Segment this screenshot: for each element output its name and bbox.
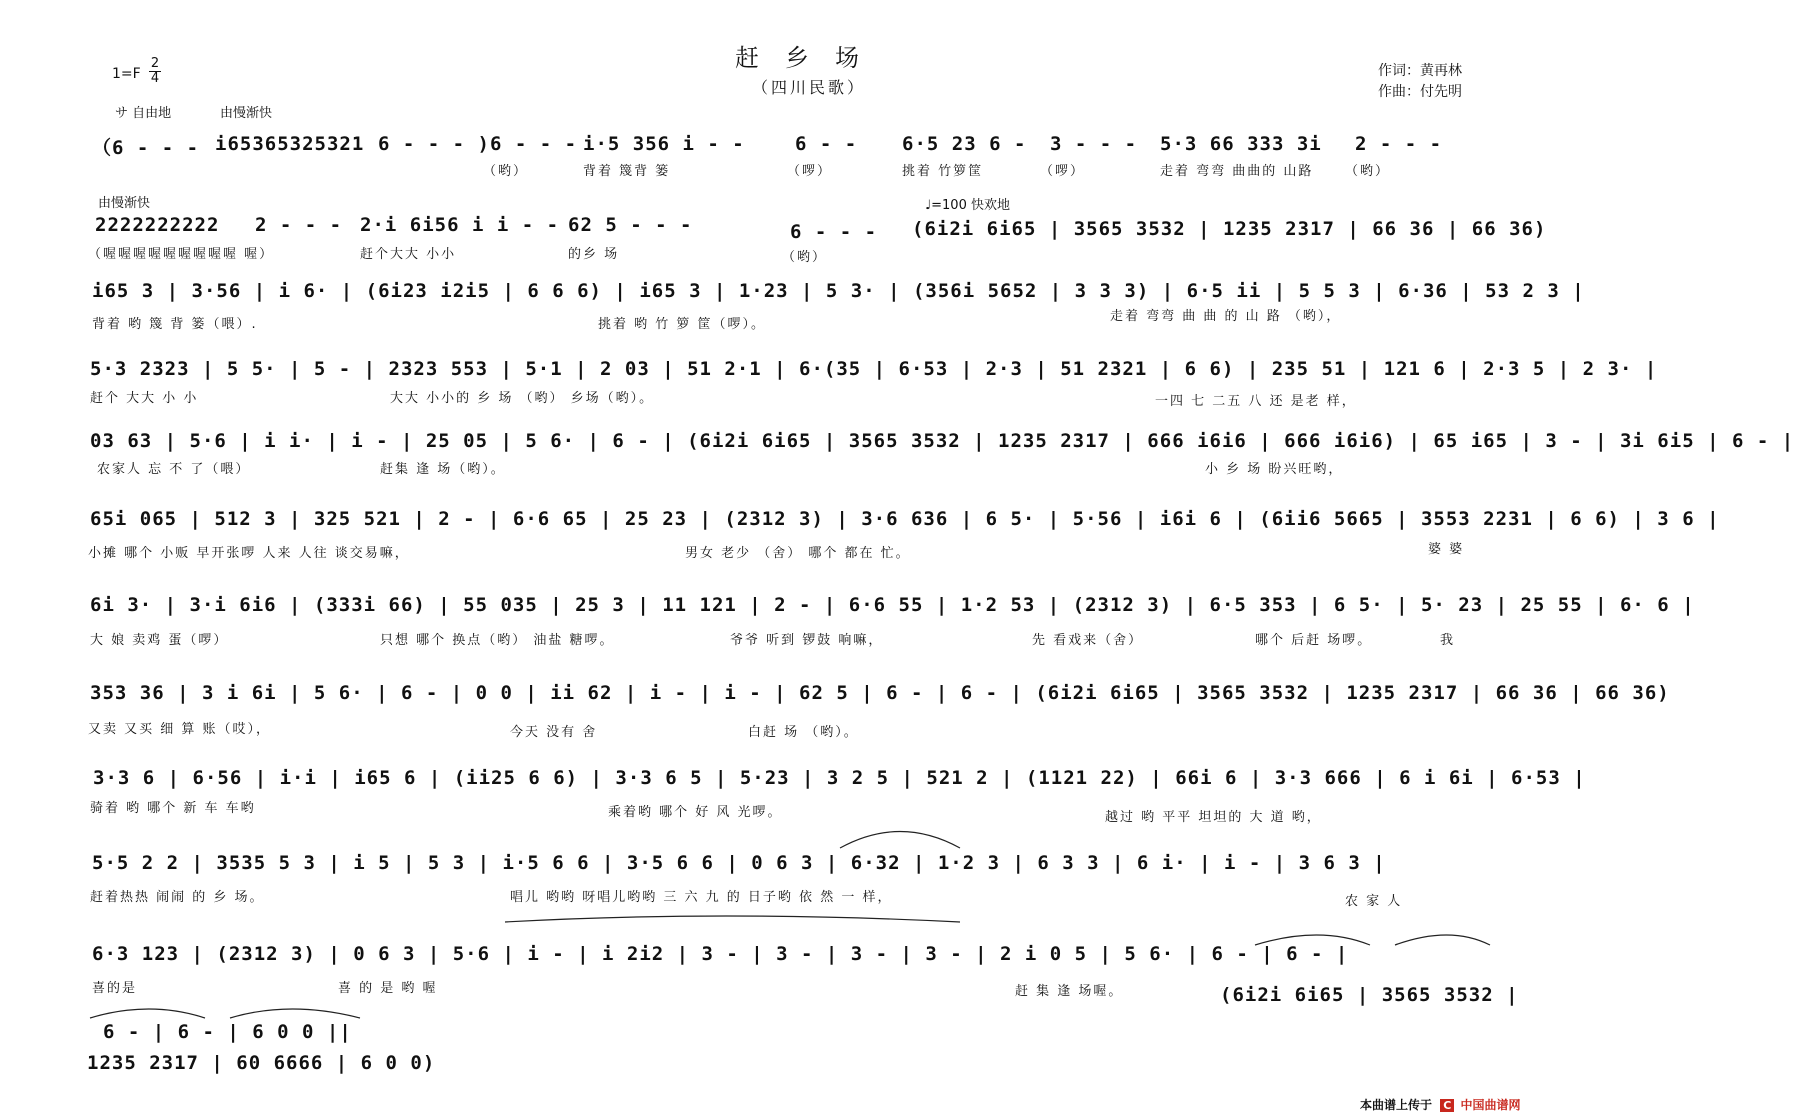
slur-arc — [230, 1009, 360, 1018]
lyric-segment: 爷爷 听到 锣鼓 响嘛， — [730, 633, 884, 648]
composer-credit: 作曲：付先明 — [1378, 84, 1462, 100]
key-label: 1=F — [112, 66, 141, 82]
notation-segment: 6 - - — [795, 133, 858, 155]
slur-arc — [505, 916, 960, 922]
lyric-segment: 小摊 哪个 小贩 早开张啰 人来 人往 谈交易嘛， — [88, 546, 410, 561]
song-title: 赶乡场 — [735, 44, 885, 72]
notation-segment: 5·3 66 333 3i — [1160, 133, 1322, 155]
notation-segment: 03 63 | 5·6 | i i· | i - | 25 05 | 5 6· | 6 - | (6i2i 6i65 | 3565 3532 | 1235 2317 | 666 i6i6 | 666 i6i6) | 65 i65 | 3 - | 3i 6i5 | 6 - | — [90, 430, 1794, 452]
lyric-segment: 的乡 场 — [568, 247, 620, 262]
notation-segment: 6 - | 6 - | 6 0 0 || — [103, 1021, 352, 1043]
lyric-segment: 白赶 场 （哟）。 — [748, 725, 859, 740]
lyric-segment: 赶个大大 小小 — [360, 247, 457, 262]
lyric-segment: 唱儿 哟哟 呀唱儿哟哟 三 六 九 的 日子哟 依 然 一 样， — [510, 890, 893, 905]
lyric-segment: （啰） — [787, 164, 833, 179]
lyric-segment: 婆 婆 — [1428, 542, 1465, 557]
notation-segment: 6 - - - — [490, 133, 578, 155]
lyric-segment: 走着 弯弯 曲 曲 的 山 路 （哟）， — [1110, 309, 1342, 324]
slur-arc — [90, 1009, 205, 1018]
tempo-free: サ 自由地 — [115, 106, 172, 121]
notation-segment: 3 - - - — [1050, 133, 1138, 155]
lyric-segment: 农家人 忘 不 了（喂） — [97, 462, 251, 477]
lyric-segment: 又卖 又买 细 算 账（哎）， — [88, 722, 272, 737]
lyric-segment: 赶个 大大 小 小 — [90, 391, 199, 406]
lyric-segment: 背着 哟 篾 背 篓（喂）. — [92, 317, 258, 332]
lyric-segment: 我 — [1440, 633, 1456, 648]
notation-segment: 3·3 6 | 6·56 | i·i | i65 6 | (ii25 6 6) | 3·3 6 5 | 5·23 | 3 2 5 | 521 2 | (1121 22) | 66i 6 | 3·3 666 | 6 i 6i | 6·53 | — [93, 767, 1586, 789]
tempo-marking-100: ♩=100 快欢地 — [925, 198, 1010, 213]
song-subtitle: （四川民歌） — [752, 78, 867, 97]
footer-upload-note — [1360, 1096, 1520, 1113]
slur-arc — [840, 832, 960, 849]
lyric-segment: 骑着 哟 哪个 新 车 车哟 — [90, 801, 256, 816]
lyric-segment: 一四 七 二五 八 还 是老 样， — [1155, 394, 1357, 409]
notation-segment: 6·3 123 | (2312 3) | 0 6 3 | 5·6 | i - | i 2i2 | 3 - | 3 - | 3 - | 3 - | 2 i 0 5 | 5 6· | 6 - | 6 - | — [92, 943, 1349, 965]
slur-arc — [1255, 935, 1370, 945]
notation-segment: 2 - - - — [255, 214, 343, 236]
notation-segment: 62 5 - - - — [568, 214, 693, 236]
lyric-segment: 只想 哪个 换点（哟） 油盐 糖啰。 — [380, 633, 615, 648]
time-denominator: 4 — [150, 71, 160, 86]
lyric-segment: 走着 弯弯 曲曲的 山路 — [1160, 164, 1314, 179]
notation-segment: 6i 3· | 3·i 6i6 | (333i 66) | 55 035 | 25 3 | 11 121 | 2 - | 6·6 55 | 1·2 53 | (2312 3) | 6·5 353 | 6 5· | 5· 23 | 25 55 | 6· 6 | — [90, 594, 1695, 616]
notation-segment: i·5 356 i - - — [583, 133, 745, 155]
notation-segment: 353 36 | 3 i 6i | 5 6· | 6 - | 0 0 | ii 62 | i - | i - | 62 5 | 6 - | 6 - | (6i2i 6i65 | 3565 3532 | 1235 2317 | 66 36 | 66 36) — [90, 682, 1670, 704]
lyric-segment: 大 娘 卖鸡 蛋（啰） — [90, 633, 229, 648]
tempo-accel-1: 由慢渐快 — [220, 106, 273, 121]
lyric-segment: 挑着 竹箩筐 — [902, 164, 984, 179]
lyric-segment: 大大 小小的 乡 场 （哟） 乡场（哟）。 — [390, 391, 655, 406]
notation-segment: i65 3 | 3·56 | i 6· | (6i23 i2i5 | 6 6 6) | i65 3 | 1·23 | 5 3· | (356i 5652 | 3 3 3) | 6·5 ii | 5 5 3 | 6·36 | 53 2 3 | — [92, 280, 1585, 302]
notation-segment: 65i 065 | 512 3 | 325 521 | 2 - | 6·6 65 | 25 23 | (2312 3) | 3·6 636 | 6 5· | 5·56 | i6i 6 | (6ii6 5665 | 3553 2231 | 6 6) | 3 6 | — [90, 508, 1720, 530]
notation-segment: 5·5 2 2 | 3535 5 3 | i 5 | 5 3 | i·5 6 6 | 3·5 6 6 | 0 6 3 | 6·32 | 1·2 3 | 6 3 3 | 6 i· | i - | 3 6 3 | — [92, 852, 1386, 874]
notation-segment: 2·i 6i56 i i - - — [360, 214, 560, 236]
lyric-segment: 越过 哟 平平 坦坦的 大 道 哟， — [1105, 810, 1322, 825]
lyricist-credit: 作词：黄再林 — [1378, 63, 1462, 79]
lyric-segment: 赶着热热 闹闹 的 乡 场。 — [90, 890, 265, 905]
slur-arc — [1395, 935, 1490, 945]
lyric-segment: （哟） — [1345, 164, 1391, 179]
lyric-segment: 小 乡 场 盼兴旺哟， — [1205, 462, 1344, 477]
lyric-segment: 挑着 哟 竹 箩 筐（啰）。 — [598, 317, 767, 332]
site-logo-icon: C — [1440, 1099, 1454, 1112]
notation-segment: 1235 2317 | 60 6666 | 6 0 0) — [87, 1052, 436, 1074]
notation-segment: 5·3 2323 | 5 5· | 5 - | 2323 553 | 5·1 | 2 03 | 51 2·1 | 6·(35 | 6·53 | 2·3 | 51 2321 | 6 6) | 235 51 | 121 6 | 2·3 5 | 2 3· | — [90, 358, 1658, 380]
lyric-segment: 农 家 人 — [1345, 894, 1403, 909]
lyric-segment: 哪个 后赶 场啰。 — [1255, 633, 1373, 648]
site-name[interactable]: 中国曲谱网 — [1460, 1098, 1521, 1112]
notation-segment: (6i2i 6i65 | 3565 3532 | 1235 2317 | 66 36 | 66 36) — [912, 218, 1547, 240]
notation-segment: 6·5 23 6 - — [902, 133, 1027, 155]
lyric-segment: （喔喔喔喔喔喔喔喔喔 喔） — [88, 247, 275, 262]
lyric-segment: 赶集 逢 场（哟）。 — [380, 462, 506, 477]
notation-segment: 2222222222 — [95, 214, 220, 236]
lyric-segment: 今天 没有 舍 — [510, 725, 598, 740]
lyric-segment: 乘着哟 哪个 好 风 光啰。 — [608, 805, 783, 820]
lyric-segment: 男女 老少 （舍） 哪个 都在 忙。 — [685, 546, 911, 561]
notation-segment: 6 - - - ) — [378, 133, 490, 155]
lyric-segment: （哟） — [483, 164, 529, 179]
tempo-accel-2: 由慢渐快 — [98, 196, 151, 211]
notation-segment: i65365325321 — [215, 133, 365, 155]
notation-segment: (6i2i 6i65 | 3565 3532 | — [1220, 984, 1519, 1006]
notation-segment: （6 - - - — [92, 137, 200, 159]
lyric-segment: 喜 的 是 哟 喔 — [338, 981, 438, 996]
notation-segment: 2 - - - — [1355, 133, 1443, 155]
lyric-segment: 先 看戏来（舍） — [1032, 633, 1144, 648]
lyric-segment: （哟） — [782, 250, 828, 265]
footer-label: 本曲谱上传于 — [1360, 1098, 1433, 1112]
time-numerator: 2 — [150, 56, 160, 71]
lyric-segment: 赶 集 逢 场喔。 — [1015, 984, 1124, 999]
notation-segment: 6 - - - — [790, 221, 878, 243]
lyric-segment: 背着 篾背 篓 — [583, 164, 671, 179]
lyric-segment: 喜的是 — [92, 981, 138, 996]
lyric-segment: （啰） — [1040, 164, 1086, 179]
